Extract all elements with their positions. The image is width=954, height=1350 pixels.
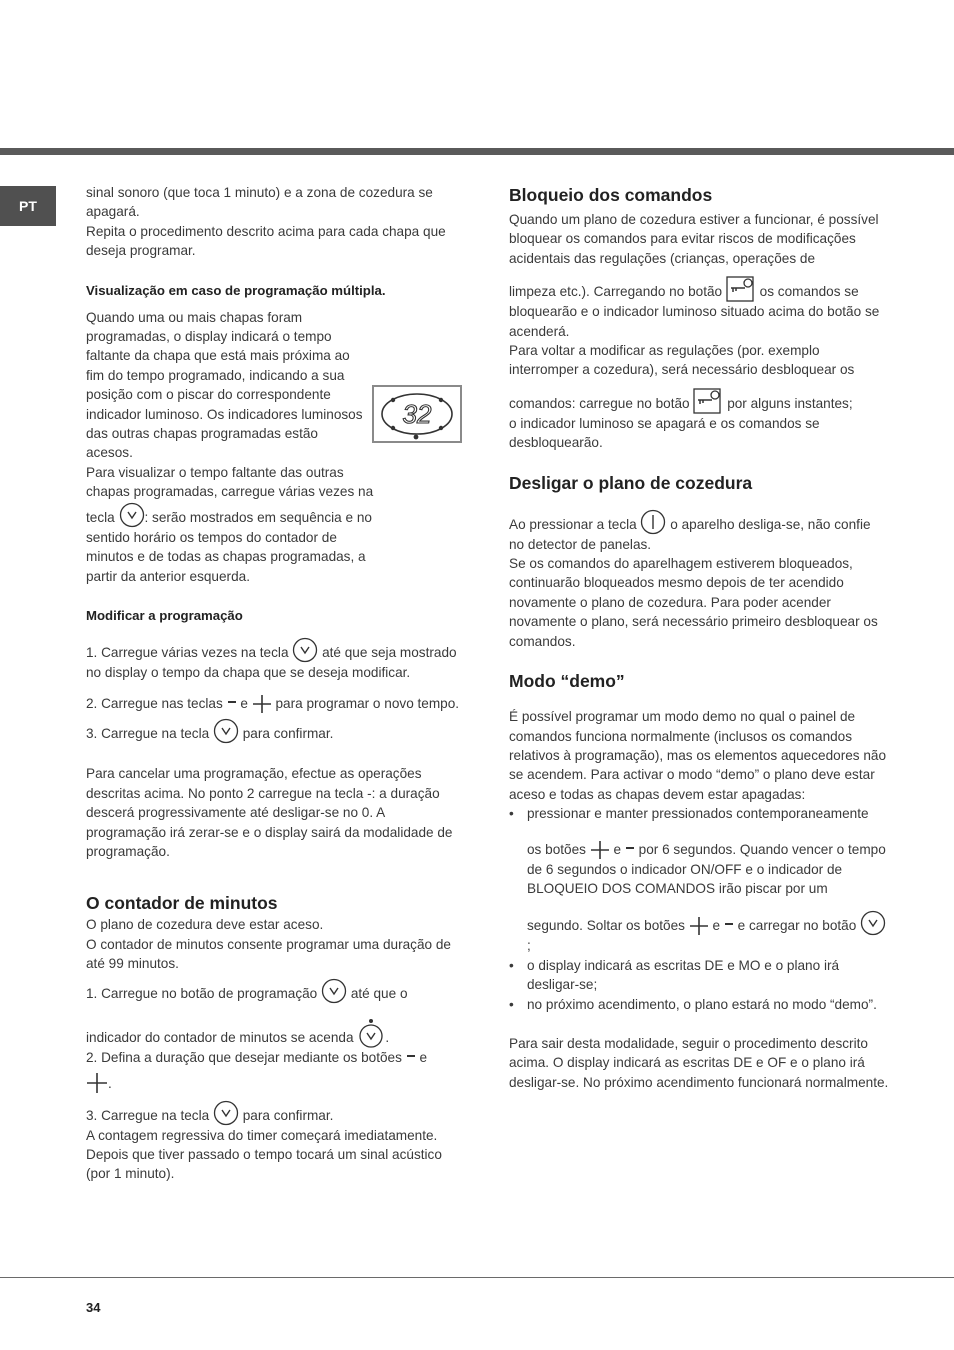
demo-mode-heading: Modo “demo” xyxy=(509,671,625,692)
demo-bullet-1: • pressionar e manter pressionados contemporaneamente xyxy=(509,804,889,823)
timer-key-icon xyxy=(213,718,239,744)
timer-step-2: 2. Defina a duração que desejar mediante os botões e xyxy=(86,1048,466,1068)
page-number: 34 xyxy=(86,1300,101,1315)
timer-step-1-cont: indicador do contador de minutos se acenda . xyxy=(86,1018,466,1048)
demo-bullet-3: • no próximo acendimento, o plano estará no modo “demo”. xyxy=(509,995,889,1014)
timer-step-2-cont: . xyxy=(86,1072,466,1094)
plus-key-icon xyxy=(252,694,272,714)
language-tab: PT xyxy=(0,186,56,226)
modify-programming-heading: Modificar a programação xyxy=(86,607,243,623)
minute-timer-heading: O contador de minutos xyxy=(86,893,278,914)
minus-key-icon xyxy=(625,844,635,860)
timer-text-4: Depois que tiver passado o tempo tocará um sinal acústico (por 1 minuto). xyxy=(86,1146,442,1182)
lock-text-1: Quando um plano de cozedura estiver a funcionar, é possível bloquear os comandos para evitar riscos de modificações acidentais das regulações (crianças, operações de xyxy=(509,212,879,266)
timer-key-icon xyxy=(321,978,347,1004)
multi-programming-text: Quando uma ou mais chapas foram programadas, o display indicará o tempo faltante da chapa que está mais próxima ao fim do tempo programado, indicando a sua posição com o piscar do correspondente indicador luminoso. Os indicadores luminosos das outras chapas programadas estão acesos. xyxy=(86,309,363,461)
multi-programming-text-2: Para visualizar o tempo faltante das outras chapas programadas, carregue várias vezes na tecla : serão mostrados em sequência e no sentido horário os tempos do contador de minutos e de todas as chapas programadas, a partir da anterior esquerda. xyxy=(86,464,374,584)
modify-step-1: 1. Carregue várias vezes na tecla até que seja mostrado no display o tempo da chapa que se deseja modificar. xyxy=(86,637,466,682)
timer-key-icon xyxy=(292,637,318,663)
minus-key-icon xyxy=(227,698,237,714)
switch-off-heading: Desligar o plano de cozedura xyxy=(509,472,753,493)
key-lock-icon xyxy=(693,388,723,414)
lock-text-2: limpeza etc.). Carregando no botão os comandos se bloquearão e o indicador luminoso situado acima do botão se acenderá. xyxy=(509,276,889,341)
display-illustration xyxy=(372,385,462,443)
minus-key-icon xyxy=(724,920,734,936)
key-lock-icon xyxy=(726,276,756,302)
minute-counter-indicator-icon xyxy=(357,1018,385,1048)
lock-text-4: comandos: carregue no botão por alguns instantes; xyxy=(509,388,889,414)
off-text-2: Se os comandos do aparelhagem estiverem bloqueados, continuarão bloqueados mesmo depois de ter acendido novamente o plano de cozedura. Para poder acender novamente o plano, será necessário primeiro desbloquear os comandos. xyxy=(509,556,878,649)
timer-text-3: A contagem regressiva do timer começará imediatamente. xyxy=(86,1127,438,1143)
lock-text-3: Para voltar a modificar as regulações (por. exemplo interromper a cozedura), será necessário desbloquear os xyxy=(509,343,855,378)
timer-key-icon xyxy=(119,502,145,528)
timer-step-3: 3. Carregue na tecla para confirmar. xyxy=(86,1100,466,1126)
demo-text-2: Para sair desta modalidade, seguir o procedimento descrito acima. O display indicará as escritas DE e OF e o plano irá desligar-se. No próximo acendimento funcionará normalmente. xyxy=(509,1035,889,1090)
display-digits: 32 xyxy=(402,399,432,429)
minus-key-icon xyxy=(406,1052,416,1068)
plus-key-icon xyxy=(590,840,610,860)
timer-text-1: O plano de cozedura deve estar aceso. xyxy=(86,917,324,933)
bottom-rule xyxy=(0,1277,954,1278)
demo-text-1: É possível programar um modo demo no qual o painel de comandos funciona normalmente (inclusos os comandos relativos à programação), mas os elementos aquecedores não se acendem. Para activar o modo “demo” o plano deve estar aceso e todas as chapas devem estar apagadas: xyxy=(509,709,887,802)
off-text-1: Ao pressionar a tecla o aparelho desliga-se, não confie no detector de panelas. xyxy=(509,509,889,554)
modify-cancel-text: Para cancelar uma programação, efectue as operações descritas acima. No ponto 2 carregue na tecla -: a duração descerá progressivamente até desligar-se no 0. A programação irá zerar-se e o display sairá da modalidade de programação. xyxy=(86,766,453,859)
multi-programming-heading: Visualização em caso de programação múltipla. xyxy=(86,282,386,298)
plus-key-icon xyxy=(689,916,709,936)
control-lock-heading: Bloqueio dos comandos xyxy=(509,185,713,205)
timer-key-icon xyxy=(860,910,886,936)
lock-text-5: o indicador luminoso se apagará e os comandos se desbloquearão. xyxy=(509,415,820,451)
plus-key-icon xyxy=(86,1072,108,1094)
timer-key-icon xyxy=(213,1100,239,1126)
modify-step-3: 3. Carregue na tecla para confirmar. xyxy=(86,718,466,744)
right-column xyxy=(509,183,889,1092)
timer-text-2: O contador de minutos consente programar uma duração de até 99 minutos. xyxy=(86,936,451,972)
intro-line-1: sinal sonoro (que toca 1 minuto) e a zona de cozedura se apagará. xyxy=(86,185,433,220)
intro-line-2: Repita o procedimento descrito acima para cada chapa que deseja programar. xyxy=(86,223,446,259)
demo-bullet-1-cont: os botões e por 6 segundos. Quando vencer o tempo de 6 segundos o indicador ON/OFF e o indicador de BLOQUEIO DOS COMANDOS irão piscar por um xyxy=(527,841,886,896)
timer-step-1: 1. Carregue no botão de programação até que o xyxy=(86,978,466,1004)
left-column xyxy=(86,183,466,1184)
demo-bullet-1-cont-2: segundo. Soltar os botões e e carregar no botão ; xyxy=(509,910,889,955)
demo-bullet-2: • o display indicará as escritas DE e MO e o plano irá desligar-se; xyxy=(509,956,889,995)
modify-step-2: 2. Carregue nas teclas e para programar o novo tempo. xyxy=(86,694,466,714)
power-key-icon xyxy=(640,509,666,535)
top-rule xyxy=(0,148,954,155)
